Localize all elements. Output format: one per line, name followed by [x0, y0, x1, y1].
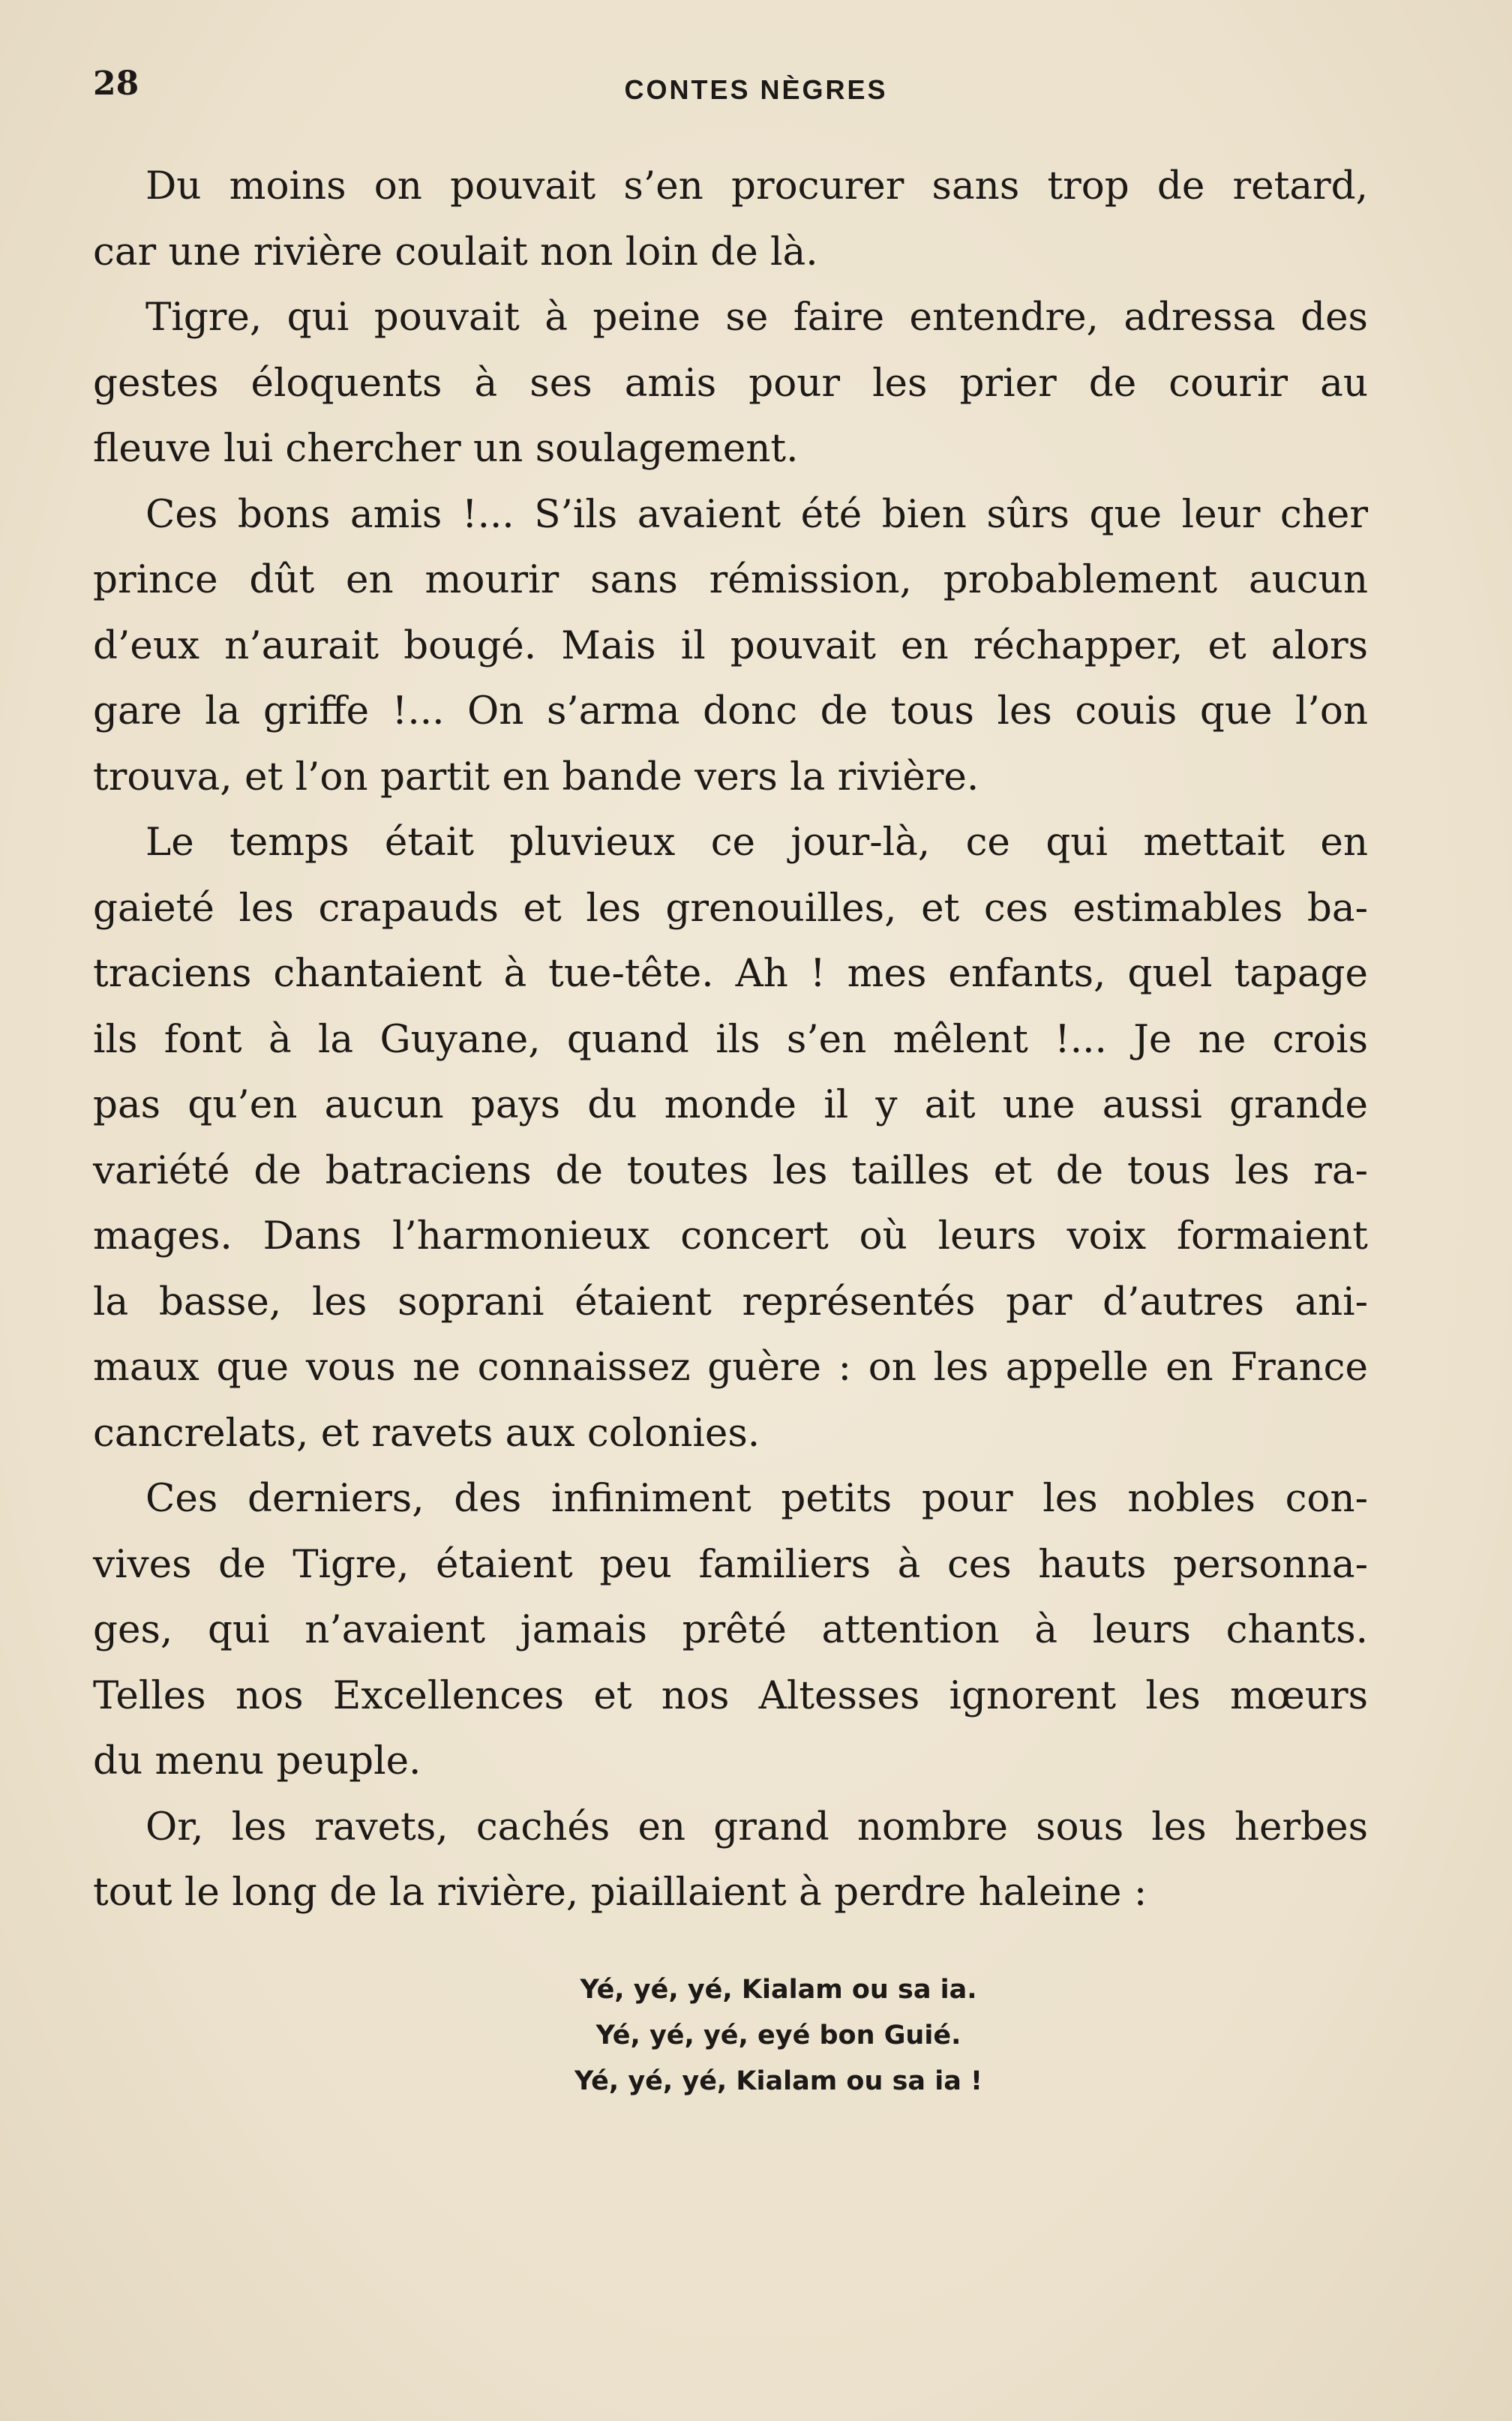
- text-line: car une rivière coulait non loin de là.: [93, 229, 818, 274]
- verse-line: Yé, yé, yé, Kialam ou sa ia !: [574, 2066, 982, 2096]
- text-line: Le temps était pluvieux ce jour-là, ce qui mettait en: [146, 820, 1368, 865]
- text-line: Telles nos Excellences et nos Altesses ignorent les mœurs: [93, 1672, 1368, 1718]
- text-line: ges, qui n’avaient jamais prêté attention à leurs chants.: [93, 1607, 1368, 1652]
- song-verse: [0, 1967, 1512, 2104]
- text-line: variété de batraciens de toutes les tailles et de tous les ra-: [93, 1148, 1368, 1193]
- page-number: 28: [93, 64, 140, 103]
- text-line: du menu peuple.: [93, 1738, 422, 1784]
- text-line: mages. Dans l’harmonieux concert où leurs voix formaient: [93, 1214, 1368, 1258]
- text-line: traciens chantaient à tue-tête. Ah ! mes enfants, quel tapage: [93, 951, 1368, 996]
- text-line: Du moins on pouvait s’en procurer sans trop de retard,: [146, 164, 1368, 208]
- text-line: fleuve lui chercher un soulagement.: [93, 426, 799, 471]
- text-line: d’eux n’aurait bougé. Mais il pouvait en réchapper, et alors: [93, 622, 1368, 668]
- text-line: Or, les ravets, cachés en grand nombre sous les herbes: [146, 1804, 1368, 1850]
- text-line: maux que vous ne connaissez guère : on les appelle en France: [93, 1345, 1368, 1390]
- text-line: la basse, les soprani étaient représentés par d’autres ani-: [93, 1279, 1368, 1324]
- text-line: gaieté les crapauds et les grenouilles, et ces estimables ba-: [93, 885, 1368, 931]
- verse-line: Yé, yé, yé, Kialam ou sa ia.: [580, 1975, 977, 2005]
- text-line: vives de Tigre, étaient peu familiers à ces hauts personna-: [93, 1541, 1368, 1587]
- text-line: gare la griffe !... On s’arma donc de tous les couis que l’on: [93, 688, 1368, 734]
- text-line: pas qu’en aucun pays du monde il y ait une aussi grande: [93, 1082, 1368, 1127]
- text-line: Ces derniers, des infiniment petits pour les nobles con-: [146, 1476, 1368, 1521]
- running-title: CONTES NÈGRES: [624, 74, 888, 105]
- text-line: Tigre, qui pouvait à peine se faire entendre, adressa des: [146, 295, 1368, 340]
- text-line: trouva, et l’on partit en bande vers la rivière.: [93, 754, 980, 800]
- text-line: Ces bons amis !... S’ils avaient été bien sûrs que leur cher: [146, 491, 1368, 537]
- text-line: tout le long de la rivière, piaillaient à perdre haleine :: [93, 1870, 1148, 1915]
- text-line: prince dût en mourir sans rémission, probablement aucun: [93, 557, 1368, 602]
- body-text: [93, 154, 1368, 1926]
- text-line: ils font à la Guyane, quand ils s’en mêlent !... Je ne crois: [93, 1016, 1368, 1062]
- text-line: cancrelats, et ravets aux colonies.: [93, 1410, 760, 1456]
- text-line: gestes éloquents à ses amis pour les prier de courir au: [93, 360, 1368, 406]
- verse-line: Yé, yé, yé, eyé bon Guié.: [596, 2020, 962, 2050]
